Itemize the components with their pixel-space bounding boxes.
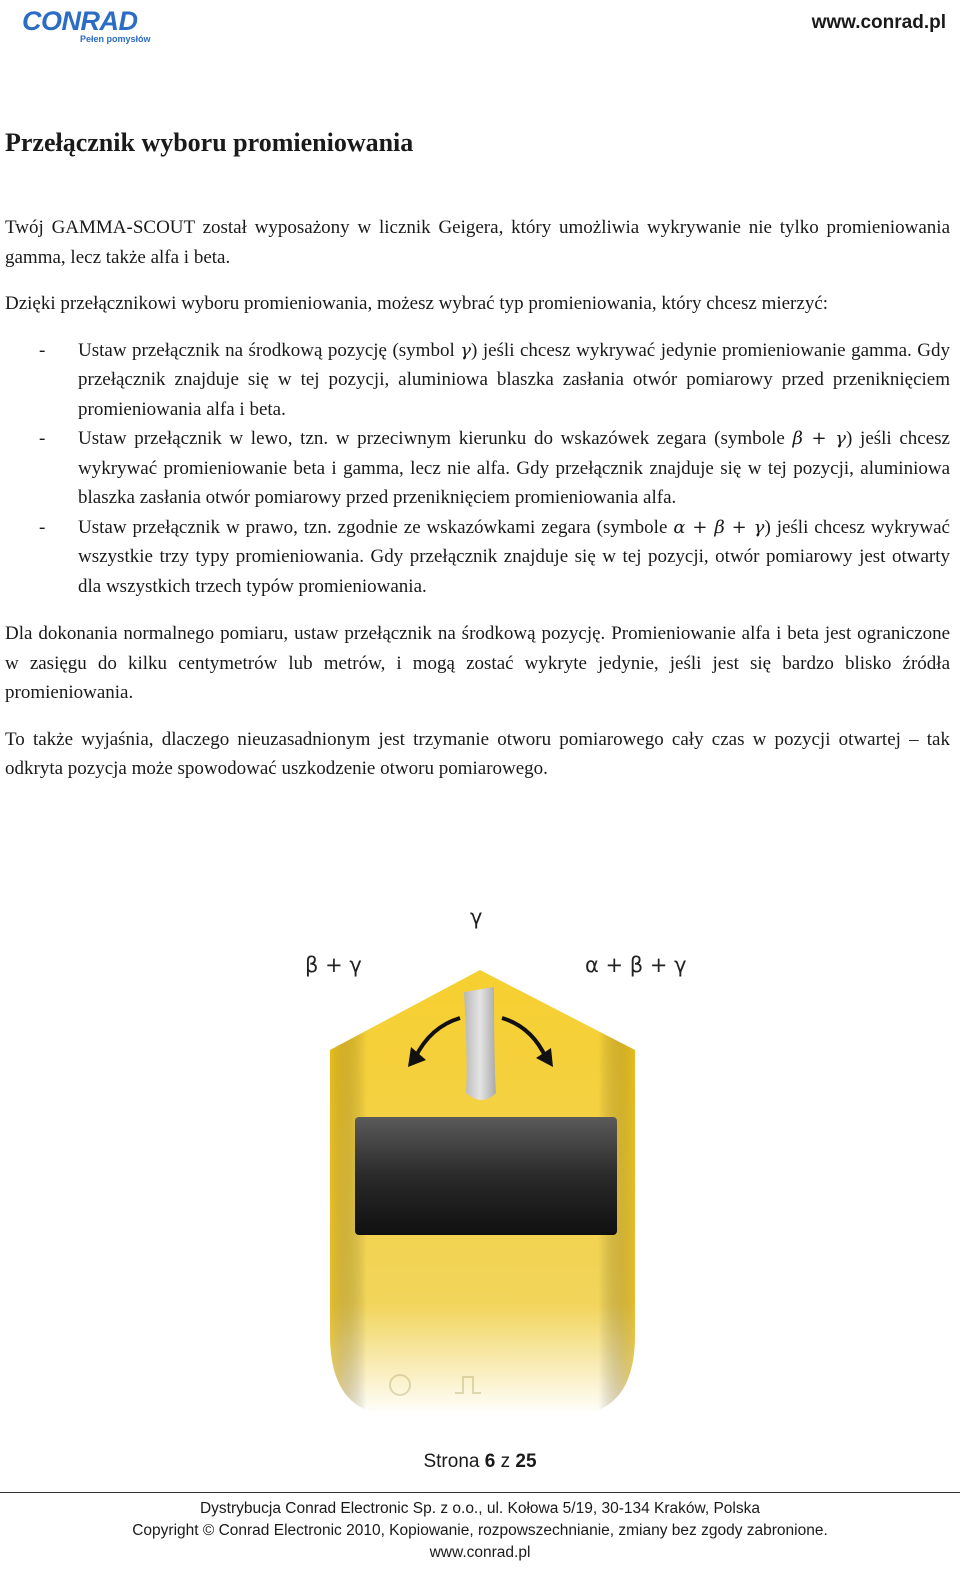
footer-url: www.conrad.pl xyxy=(429,1544,531,1561)
footer-copyright: Copyright © Conrad Electronic 2010, Kopiowanie, rozpowszechnianie, zmiany bez zgody zabronione. xyxy=(132,1522,828,1539)
page-title: Przełącznik wyboru promieniowania xyxy=(5,128,414,157)
page-total: 25 xyxy=(515,1451,537,1472)
logo-tagline: Pełen pomysłów xyxy=(80,34,151,44)
symbol-beta-gamma: β + γ xyxy=(792,428,847,449)
document-body xyxy=(5,213,950,801)
page-header xyxy=(0,0,960,60)
list-item: - Ustaw przełącznik na środkową pozycję (symbol γ) jeśli chcesz wykrywać jedynie promieniowanie gamma. Gdy przełącznik znajduje się w tej pozycji, aluminiowa blaszka zasłania otwór pomiarowy przed przeniknięciem promieniowania alfa i beta. xyxy=(5,336,950,425)
figure-label-beta-gamma: β + γ xyxy=(305,953,362,977)
conrad-logo xyxy=(22,6,152,46)
figure-label-gamma: γ xyxy=(470,905,483,929)
bullet-list xyxy=(5,336,950,602)
footer-address: Dystrybucja Conrad Electronic Sp. z o.o., ul. Kołowa 5/19, 30-134 Kraków, Polska xyxy=(199,1500,760,1517)
device-switch-figure xyxy=(270,895,700,1415)
device-display xyxy=(355,1117,617,1235)
header-site-url: www.conrad.pl xyxy=(811,12,946,33)
paragraph-warning: To także wyjaśnia, dlaczego nieuzasadnionym jest trzymanie otworu pomiarowego cały czas w pozycji otwartej – tak odkryta pozycja może spowodować uszkodzenie otworu pomiarowego. xyxy=(5,728,950,779)
paragraph-normal-measurement: Dla dokonania normalnego pomiaru, ustaw przełącznik na środkową pozycję. Promieniowanie alfa i beta jest ograniczone w zasięgu do kilku centymetrów lub metrów, i mogą zostać wykryte jedynie, jeśli jest się bardzo blisko źródła promieniowania. xyxy=(5,623,950,703)
footer-divider xyxy=(0,1492,960,1493)
page-current: 6 xyxy=(484,1451,496,1472)
paragraph-intro: Twój GAMMA-SCOUT został wyposażony w licznik Geigera, który umożliwia wykrywanie nie tylko promieniowania gamma, lecz także alfa i beta. xyxy=(5,217,950,268)
page-number: Strona 6 z 25 xyxy=(423,1451,537,1472)
selector-switch xyxy=(464,987,496,1100)
list-item: - Ustaw przełącznik w prawo, tzn. zgodnie ze wskazówkami zegara (symbole α + β + γ) jeśli chcesz wykrywać wszystkie trzy typy promieniowania. Gdy przełącznik znajduje się w tej pozycji, otwór pomiarowy jest otwarty dla wszystkich trzech typów promieniowania. xyxy=(5,513,950,602)
symbol-gamma: γ xyxy=(460,339,471,361)
device-illustration xyxy=(270,895,700,1415)
list-item: - Ustaw przełącznik w lewo, tzn. w przeciwnym kierunku do wskazówek zegara (symbole β + γ) jeśli chcesz wykrywać promieniowanie beta i gamma, lecz nie alfa. Gdy przełącznik znajduje się w tej pozycji, aluminiowa blaszka zasłania otwór pomiarowy przed przeniknięciem promieniowania alfa. xyxy=(5,424,950,513)
page-footer xyxy=(0,1498,960,1564)
figure-label-alpha-beta-gamma: α + β + γ xyxy=(585,953,687,977)
symbol-alpha-beta-gamma: α + β + γ xyxy=(673,516,765,538)
paragraph-switch-intro: Dzięki przełącznikowi wyboru promieniowania, możesz wybrać typ promieniowania, który chcesz mierzyć: xyxy=(5,293,829,314)
logo-wordmark: CONRAD xyxy=(22,6,138,36)
